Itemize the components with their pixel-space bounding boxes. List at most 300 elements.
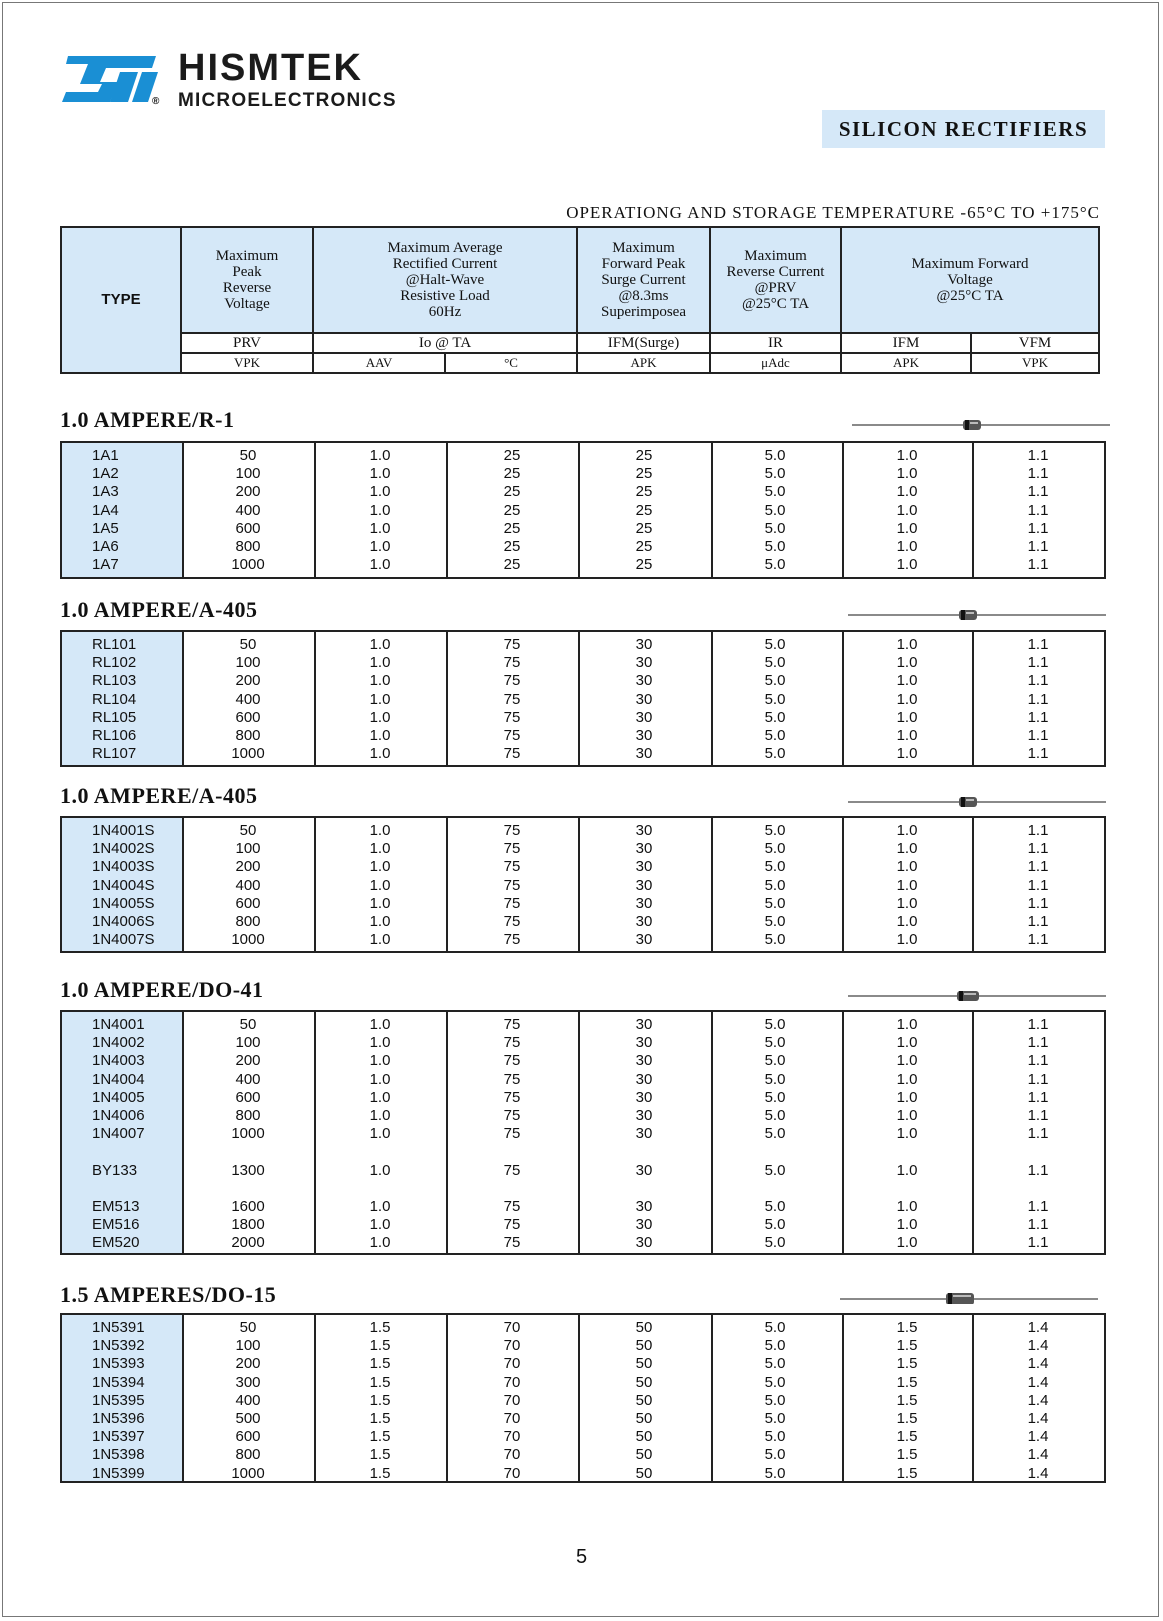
spec-value: 1.5 [896, 1337, 918, 1355]
spec-value: 75 [503, 636, 521, 653]
spec-value: 800 [235, 1107, 261, 1124]
spec-value: 1.1 [1027, 556, 1049, 574]
spec-value: 75 [503, 1107, 521, 1124]
part-number: 1N4005 [92, 1088, 145, 1106]
spec-value: 1.5 [369, 1319, 391, 1336]
table-row [62, 1052, 1104, 1070]
spec-value: 600 [235, 519, 261, 537]
spec-value: 5.0 [764, 1464, 786, 1482]
part-number: 1N4004 [92, 1070, 145, 1088]
table-row [62, 822, 1104, 840]
spec-value: 1.5 [896, 1410, 918, 1427]
spec-value: 800 [235, 727, 261, 744]
spec-value: 30 [635, 1070, 653, 1088]
spec-value: 5.0 [764, 1198, 786, 1215]
spec-value: 1.0 [369, 519, 391, 537]
table-row [62, 691, 1104, 709]
spec-value: 5.0 [764, 556, 786, 574]
spec-value: 5.0 [764, 1125, 786, 1143]
spec-value: 1.0 [896, 1088, 918, 1106]
spec-value: 30 [635, 931, 653, 949]
spec-value: 1.0 [896, 1198, 918, 1215]
spec-value: 5.0 [764, 1107, 786, 1124]
spec-value: 75 [503, 727, 521, 744]
table-row [62, 858, 1104, 876]
part-number: 1N5396 [92, 1410, 145, 1427]
part-number: 1N4007 [92, 1125, 145, 1143]
spec-value: 1.1 [1027, 840, 1049, 858]
spec-value: 75 [503, 672, 521, 690]
spec-value: 1.0 [369, 654, 391, 672]
spec-value: 1.5 [896, 1355, 918, 1373]
diode-package-icon [848, 795, 1108, 807]
spec-value: 75 [503, 1034, 521, 1052]
spec-value: 1000 [231, 556, 265, 574]
spec-value: 1.0 [369, 483, 391, 501]
spec-value: 1.0 [896, 727, 918, 744]
spec-value: 1.0 [896, 690, 918, 708]
spec-value: 25 [635, 501, 653, 519]
spec-value: 50 [635, 1319, 653, 1336]
spec-value: 100 [235, 654, 261, 672]
part-number: 1A5 [92, 519, 119, 537]
spec-value: 30 [635, 1198, 653, 1215]
spec-value: 1.0 [369, 538, 391, 555]
part-number: 1N5392 [92, 1337, 145, 1355]
spec-value: 50 [635, 1446, 653, 1464]
spec-value: 5.0 [764, 1216, 786, 1234]
spec-value: 75 [503, 913, 521, 930]
part-number: 1N5391 [92, 1319, 145, 1336]
spec-value: 1.5 [369, 1446, 391, 1464]
spec-value: 50 [635, 1391, 653, 1409]
section-title: 1.0 AMPERE/A-405 [60, 597, 258, 622]
part-number: 1A4 [92, 501, 119, 519]
spec-value: 75 [503, 745, 521, 763]
spec-value: 25 [503, 519, 521, 537]
spec-value: 30 [635, 1107, 653, 1124]
spec-value: 1.0 [369, 913, 391, 930]
spec-value: 5.0 [764, 708, 786, 726]
table-row [62, 672, 1104, 690]
spec-value: 75 [503, 654, 521, 672]
part-number: 1N5398 [92, 1446, 145, 1464]
spec-value: 1.0 [896, 1052, 918, 1070]
spec-value: 600 [235, 894, 261, 912]
spec-value: 200 [235, 483, 261, 501]
spec-value: 1.0 [896, 913, 918, 930]
part-number: EM513 [92, 1198, 140, 1215]
spec-value: 1.0 [896, 931, 918, 949]
spec-value: 75 [503, 1216, 521, 1234]
part-number: 1A1 [92, 447, 119, 464]
spec-value: 50 [635, 1355, 653, 1373]
spec-value: 5.0 [764, 1034, 786, 1052]
spec-value: 30 [635, 1016, 653, 1033]
spec-value: 5.0 [764, 1052, 786, 1070]
spec-value: 25 [503, 538, 521, 555]
table-row [62, 1392, 1104, 1410]
spec-value: 75 [503, 1052, 521, 1070]
part-number: 1N5397 [92, 1428, 145, 1446]
spec-value: 1.0 [896, 1070, 918, 1088]
spec-value: 1.5 [896, 1319, 918, 1336]
spec-value: 5.0 [764, 1337, 786, 1355]
spec-value: 5.0 [764, 858, 786, 876]
spec-value: 1.0 [369, 465, 391, 483]
spec-value: 1.4 [1027, 1355, 1049, 1373]
spec-value: 1.1 [1027, 465, 1049, 483]
part-number: 1N5395 [92, 1391, 145, 1409]
spec-value: 50 [635, 1337, 653, 1355]
spec-value: 1.5 [896, 1464, 918, 1482]
table-row [62, 1446, 1104, 1464]
spec-value: 1.0 [369, 1161, 391, 1179]
hismtek-logo [60, 52, 160, 112]
table-row [62, 447, 1104, 465]
spec-value: 100 [235, 1337, 261, 1355]
spec-value: 5.0 [764, 1234, 786, 1252]
spec-value: 30 [635, 654, 653, 672]
spec-value: 1000 [231, 1125, 265, 1143]
spec-value: 25 [635, 538, 653, 555]
table-row [62, 931, 1104, 949]
unit-uadc: μAdc [761, 355, 790, 370]
spec-value: 1.0 [369, 690, 391, 708]
spec-value: 50 [239, 1319, 257, 1336]
table-row [62, 1355, 1104, 1373]
spec-value: 30 [635, 840, 653, 858]
spec-value: 1.0 [896, 1016, 918, 1033]
spec-value: 1.1 [1027, 1216, 1049, 1234]
spec-value: 1.0 [896, 483, 918, 501]
spec-value: 1.0 [369, 1070, 391, 1088]
spec-value: 5.0 [764, 1016, 786, 1033]
spec-value: 1.1 [1027, 654, 1049, 672]
spec-value: 1.1 [1027, 1198, 1049, 1215]
spec-value: 1.1 [1027, 483, 1049, 501]
spec-value: 50 [239, 636, 257, 653]
spec-value: 30 [635, 858, 653, 876]
diode-package-icon [848, 608, 1108, 620]
part-number: RL107 [92, 745, 137, 763]
spec-value: 50 [635, 1428, 653, 1446]
spec-header-table [60, 226, 1100, 374]
header-max-peak-reverse: Maximum Peak Reverse Voltage [182, 228, 312, 332]
sym-vfm: VFM [1018, 335, 1052, 351]
part-number: 1N4003 [92, 1052, 145, 1070]
spec-value: 1.5 [369, 1337, 391, 1355]
spec-value: 25 [635, 483, 653, 501]
table-row [62, 1071, 1104, 1089]
spec-value: 800 [235, 913, 261, 930]
spec-value: 1.0 [369, 447, 391, 464]
section-title: 1.0 AMPERE/DO-41 [60, 977, 264, 1002]
spec-value: 1.0 [369, 501, 391, 519]
part-number: 1N4002S [92, 840, 155, 858]
spec-value: 1.1 [1027, 1125, 1049, 1143]
operating-temperature: OPERATIONG AND STORAGE TEMPERATURE -65°C TO +175°C [566, 203, 1100, 222]
spec-value: 100 [235, 465, 261, 483]
spec-value: 75 [503, 894, 521, 912]
spec-value: 600 [235, 1428, 261, 1446]
spec-value: 1.5 [896, 1428, 918, 1446]
spec-value: 1.4 [1027, 1464, 1049, 1482]
header-max-average-current: Maximum Average Rectified Current @Halt-Wave Resistive Load 60Hz [314, 228, 576, 332]
spec-value: 1.1 [1027, 1107, 1049, 1124]
spec-value: 1.0 [369, 1088, 391, 1106]
spec-value: 25 [503, 465, 521, 483]
spec-value: 1.1 [1027, 913, 1049, 930]
sym-io: Io @ TA [418, 335, 472, 351]
part-number: 1N4007S [92, 931, 155, 949]
spec-value: 1.0 [896, 636, 918, 653]
spec-value: 800 [235, 538, 261, 555]
spec-value: 70 [503, 1446, 521, 1464]
spec-value: 1.1 [1027, 1234, 1049, 1252]
spec-value: 1.0 [896, 519, 918, 537]
spec-value: 50 [239, 822, 257, 839]
part-number: EM516 [92, 1216, 140, 1234]
part-number: 1N4001S [92, 822, 155, 839]
header-forward-voltage: Maximum Forward Voltage @25°C TA [842, 228, 1098, 332]
spec-value: 1.1 [1027, 690, 1049, 708]
spec-value: 500 [235, 1410, 261, 1427]
spec-value: 1600 [231, 1198, 265, 1215]
table-row [62, 1016, 1104, 1034]
part-number: RL104 [92, 690, 137, 708]
unit-apk: APK [630, 355, 657, 370]
part-number: 1N4001 [92, 1016, 145, 1033]
brand-name: HISMTEK [178, 47, 363, 89]
spec-value: 1.0 [369, 556, 391, 574]
table-row [62, 556, 1104, 574]
table-row [62, 1089, 1104, 1107]
spec-value: 25 [503, 501, 521, 519]
spec-value: 1.1 [1027, 745, 1049, 763]
table-row [62, 1319, 1104, 1337]
table-row [62, 1465, 1104, 1483]
spec-value: 75 [503, 1161, 521, 1179]
spec-value: 70 [503, 1410, 521, 1427]
spec-value: 1.4 [1027, 1373, 1049, 1391]
spec-value: 5.0 [764, 501, 786, 519]
spec-value: 30 [635, 913, 653, 930]
section-title: 1.5 AMPERES/DO-15 [60, 1282, 277, 1307]
spec-value: 30 [635, 636, 653, 653]
spec-value: 200 [235, 1052, 261, 1070]
spec-value: 1.1 [1027, 538, 1049, 555]
spec-value: 1.0 [896, 672, 918, 690]
spec-value: 200 [235, 858, 261, 876]
spec-value: 75 [503, 1198, 521, 1215]
part-number: 1N4002 [92, 1034, 145, 1052]
spec-value: 1.0 [369, 1216, 391, 1234]
spec-value: 1.1 [1027, 1052, 1049, 1070]
spec-value: 5.0 [764, 447, 786, 464]
spec-value: 1.0 [369, 1107, 391, 1124]
spec-value: 75 [503, 822, 521, 839]
spec-value: 1.4 [1027, 1391, 1049, 1409]
spec-value: 300 [235, 1373, 261, 1391]
spec-value: 5.0 [764, 1446, 786, 1464]
spec-value: 1.0 [369, 1234, 391, 1252]
spec-value: 5.0 [764, 483, 786, 501]
spec-value: 25 [503, 556, 521, 574]
diode-package-icon [840, 1292, 1100, 1304]
table-row [62, 1216, 1104, 1234]
spec-value: 25 [635, 519, 653, 537]
spec-value: 1.0 [369, 672, 391, 690]
spec-value: 1.5 [369, 1355, 391, 1373]
spec-value: 5.0 [764, 1410, 786, 1427]
spec-value: 5.0 [764, 1161, 786, 1179]
table-row [62, 895, 1104, 913]
spec-value: 1000 [231, 931, 265, 949]
unit-aav: AAV [365, 355, 393, 370]
spec-value: 5.0 [764, 654, 786, 672]
spec-value: 100 [235, 1034, 261, 1052]
spec-value: 1.1 [1027, 708, 1049, 726]
spec-value: 5.0 [764, 727, 786, 744]
spec-value: 1.5 [369, 1410, 391, 1427]
spec-value: 1.5 [896, 1373, 918, 1391]
part-number: 1A7 [92, 556, 119, 574]
spec-value: 5.0 [764, 1319, 786, 1336]
spec-value: 1.0 [896, 822, 918, 839]
header-surge-current: Maximum Forward Peak Surge Current @8.3ms Superimposea [578, 228, 709, 332]
table-row [62, 636, 1104, 654]
spec-value: 30 [635, 672, 653, 690]
table-row [62, 483, 1104, 501]
spec-value: 1.1 [1027, 447, 1049, 464]
spec-value: 30 [635, 1216, 653, 1234]
spec-value: 5.0 [764, 519, 786, 537]
spec-value: 75 [503, 1088, 521, 1106]
unit-apk-2: APK [892, 355, 919, 370]
spec-value: 5.0 [764, 876, 786, 894]
section-title: 1.0 AMPERE/R-1 [60, 407, 235, 432]
part-number: 1N4006S [92, 913, 155, 930]
spec-value: 400 [235, 1070, 261, 1088]
table-row [62, 1107, 1104, 1125]
spec-value: 1.5 [896, 1446, 918, 1464]
spec-value: 1.5 [369, 1464, 391, 1482]
spec-value: 5.0 [764, 931, 786, 949]
spec-value: 30 [635, 1052, 653, 1070]
spec-value: 25 [635, 447, 653, 464]
table-row [62, 520, 1104, 538]
part-number: RL101 [92, 636, 137, 653]
table-row [62, 1198, 1104, 1216]
spec-value: 70 [503, 1428, 521, 1446]
spec-value: 1.0 [896, 654, 918, 672]
spec-value: 30 [635, 1161, 653, 1179]
part-number: 1N4005S [92, 894, 155, 912]
spec-value: 1.0 [896, 876, 918, 894]
spec-value: 75 [503, 1234, 521, 1252]
spec-value: 1.1 [1027, 931, 1049, 949]
sym-prv: PRV [233, 335, 261, 351]
part-number: 1N4003S [92, 858, 155, 876]
spec-value: 30 [635, 745, 653, 763]
table-row [62, 913, 1104, 931]
spec-value: 200 [235, 672, 261, 690]
spec-value: 70 [503, 1355, 521, 1373]
spec-value: 1.0 [369, 1125, 391, 1143]
spec-value: 75 [503, 690, 521, 708]
spec-value: 1.1 [1027, 519, 1049, 537]
section-title: 1.0 AMPERE/A-405 [60, 783, 258, 808]
spec-value: 1.0 [896, 858, 918, 876]
table-row [62, 538, 1104, 556]
sym-ir: IR [768, 335, 783, 351]
spec-value: 1.4 [1027, 1446, 1049, 1464]
part-number: 1N5393 [92, 1355, 145, 1373]
spec-value: 1.0 [896, 894, 918, 912]
table-row [62, 1162, 1104, 1180]
unit-vpk-2: VPK [1021, 355, 1048, 370]
rectifier-table [60, 630, 1106, 767]
part-number: RL106 [92, 727, 137, 744]
part-number: 1A3 [92, 483, 119, 501]
diode-package-icon [852, 418, 1112, 430]
spec-value: 400 [235, 876, 261, 894]
spec-value: 30 [635, 690, 653, 708]
spec-value: 1.1 [1027, 672, 1049, 690]
part-number: RL102 [92, 654, 137, 672]
unit-vpk: VPK [233, 355, 260, 370]
spec-value: 5.0 [764, 1428, 786, 1446]
spec-value: 5.0 [764, 745, 786, 763]
spec-value: 1.1 [1027, 501, 1049, 519]
part-number: RL105 [92, 708, 137, 726]
spec-value: 1.5 [896, 1391, 918, 1409]
spec-value: 5.0 [764, 913, 786, 930]
spec-value: 25 [503, 447, 521, 464]
spec-value: 30 [635, 876, 653, 894]
spec-value: 1.1 [1027, 1161, 1049, 1179]
spec-value: 30 [635, 1125, 653, 1143]
spec-value: 5.0 [764, 1355, 786, 1373]
spec-value: 1.0 [896, 1125, 918, 1143]
registered-mark: ® [152, 96, 160, 107]
spec-value: 70 [503, 1391, 521, 1409]
part-number: BY133 [92, 1161, 138, 1179]
spec-value: 5.0 [764, 1070, 786, 1088]
spec-value: 1.0 [896, 1216, 918, 1234]
spec-value: 400 [235, 690, 261, 708]
table-row [62, 465, 1104, 483]
spec-value: 30 [635, 1034, 653, 1052]
spec-value: 25 [503, 483, 521, 501]
spec-value: 1.1 [1027, 636, 1049, 653]
spec-value: 50 [635, 1410, 653, 1427]
spec-value: 30 [635, 822, 653, 839]
spec-value: 5.0 [764, 894, 786, 912]
spec-value: 1.4 [1027, 1428, 1049, 1446]
spec-value: 1.0 [896, 708, 918, 726]
table-row [62, 1374, 1104, 1392]
spec-value: 1.0 [369, 745, 391, 763]
table-row [62, 654, 1104, 672]
table-row [62, 1428, 1104, 1446]
spec-value: 1000 [231, 745, 265, 763]
spec-value: 1.0 [896, 1034, 918, 1052]
spec-value: 5.0 [764, 672, 786, 690]
spec-value: 1.1 [1027, 1034, 1049, 1052]
spec-value: 1.0 [896, 447, 918, 464]
